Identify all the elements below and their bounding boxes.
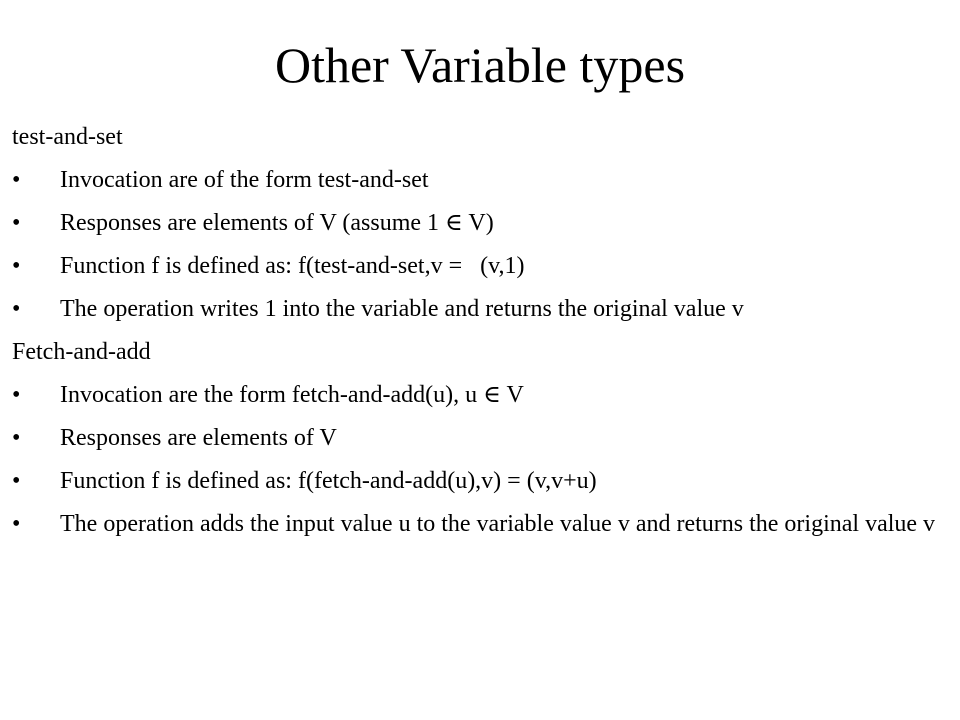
section-fetch-and-add <box>12 337 947 539</box>
bullet-marker: • <box>12 382 21 408</box>
bullet-item <box>12 423 947 453</box>
bullet-text: Responses are elements of V <box>60 425 337 451</box>
bullet-item <box>12 380 947 410</box>
bullet-text: The operation adds the input value u to the variable value v and returns the original value v <box>60 511 936 537</box>
bullet-text: The operation writes 1 into the variable and returns the original value v <box>60 296 744 322</box>
bullet-marker: • <box>12 511 21 537</box>
bullet-item <box>12 251 947 281</box>
section-heading-fetch-and-add: Fetch-and-add <box>12 339 151 365</box>
bullet-item <box>12 466 947 496</box>
bullet-item <box>12 509 947 539</box>
bullet-text: Invocation are the form fetch-and-add(u), u ∈ V <box>60 382 524 408</box>
bullet-text: Function f is defined as: f(fetch-and-add(u),v) = (v,v+u) <box>60 468 597 494</box>
slide-content <box>12 122 947 552</box>
section-test-and-set <box>12 122 947 324</box>
bullet-item <box>12 165 947 195</box>
bullet-marker: • <box>12 296 21 322</box>
section-heading-test-and-set: test-and-set <box>12 124 123 150</box>
bullet-marker: • <box>12 210 21 236</box>
slide-title: Other Variable types <box>274 37 686 93</box>
bullet-marker: • <box>12 468 21 494</box>
bullet-item <box>12 208 947 238</box>
bullet-marker: • <box>12 167 21 193</box>
bullet-marker: • <box>12 253 21 279</box>
bullet-marker: • <box>12 425 21 451</box>
bullet-item <box>12 294 947 324</box>
bullet-text: Invocation are of the form test-and-set <box>60 167 429 193</box>
bullet-text: Responses are elements of V (assume 1 ∈ V) <box>60 210 494 236</box>
bullet-list-test-and-set <box>12 165 947 324</box>
bullet-text: Function f is defined as: f(test-and-set,v = (v,1) <box>60 253 525 279</box>
bullet-list-fetch-and-add <box>12 380 947 539</box>
